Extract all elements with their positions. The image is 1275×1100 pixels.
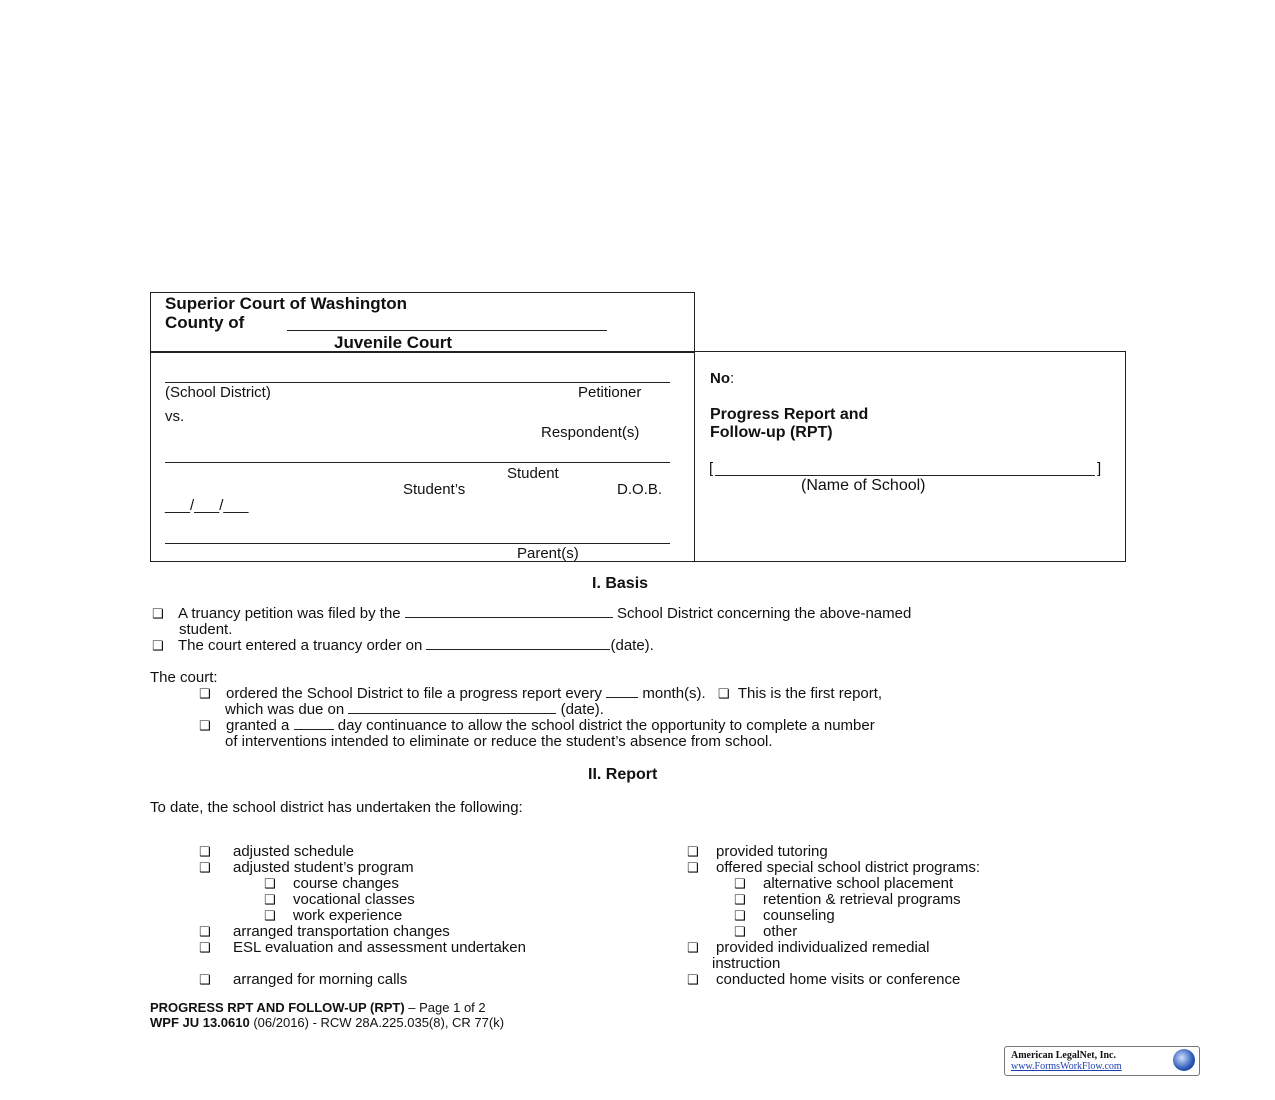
report-item-vocational: ❑ vocational classes	[264, 891, 415, 908]
report-item-morning-calls: ❑ arranged for morning calls	[199, 971, 408, 988]
report-item-tutoring: ❑ provided tutoring	[687, 843, 828, 860]
case-number-label: No:	[710, 370, 735, 387]
basis-item-petition: ❑ A truancy petition was filed by the School District concerning the above-named	[152, 605, 912, 622]
report-item-other: ❑ other	[734, 923, 798, 940]
checkbox-icon[interactable]: ❑	[687, 941, 699, 956]
school-district-label: (School District)	[165, 384, 271, 401]
report-item-course-changes: ❑ course changes	[264, 875, 399, 892]
checkbox-icon[interactable]: ❑	[199, 925, 211, 940]
report-item-adjusted-schedule: ❑ adjusted schedule	[199, 843, 354, 860]
petitioner-label: Petitioner	[578, 384, 642, 401]
footer-title: PROGRESS RPT AND FOLLOW-UP (RPT) – Page 1 of 2	[150, 1000, 486, 1015]
court-label: The court:	[150, 669, 218, 686]
vs-label: vs.	[165, 408, 185, 425]
case-info-box	[694, 351, 1126, 562]
checkbox-icon[interactable]: ❑	[734, 925, 746, 940]
report-intro: To date, the school district has undertaken the following:	[150, 799, 523, 816]
report-item-adjusted-program: ❑ adjusted student’s program	[199, 859, 414, 876]
school-name-blank[interactable]	[715, 475, 1095, 476]
parent-blank[interactable]	[165, 543, 670, 544]
checkbox-icon[interactable]: ❑	[152, 639, 164, 654]
checkbox-icon[interactable]: ❑	[264, 909, 276, 924]
checkbox-icon[interactable]: ❑	[687, 861, 699, 876]
report-item-retention: ❑ retention & retrieval programs	[734, 891, 961, 908]
report-item-transportation: ❑ arranged transportation changes	[199, 923, 450, 940]
basis-item-petition-cont: student.	[179, 621, 233, 638]
report-item-esl: ❑ ESL evaluation and assessment undertaken	[199, 939, 526, 956]
court-item-progress-report-cont: which was due on (date).	[225, 701, 604, 718]
school-district-name-blank[interactable]	[405, 605, 613, 618]
due-date-blank[interactable]	[348, 701, 556, 714]
parents-label: Parent(s)	[517, 545, 579, 562]
court-item-continuance-cont: of interventions intended to eliminate or reduce the student’s absence from school.	[225, 733, 773, 750]
dob-label: D.O.B.	[617, 481, 663, 498]
order-date-blank[interactable]	[426, 637, 610, 650]
court-item-progress-report: ❑ ordered the School District to file a progress report every month(s). ❑ This is the first report,	[199, 685, 883, 702]
checkbox-icon[interactable]: ❑	[734, 877, 746, 892]
school-bracket-open: [	[709, 460, 714, 477]
school-name-label: (Name of School)	[801, 477, 926, 494]
report-heading: II. Report	[588, 766, 658, 783]
court-item-continuance: ❑ granted a day continuance to allow the school district the opportunity to complete a number	[199, 717, 875, 734]
checkbox-icon[interactable]: ❑	[264, 877, 276, 892]
checkbox-icon[interactable]: ❑	[734, 893, 746, 908]
footer-form-number: WPF JU 13.0610 (06/2016) - RCW 28A.225.035(8), CR 77(k)	[150, 1015, 505, 1030]
forms-workflow-link[interactable]: www.FormsWorkFlow.com	[1011, 1061, 1122, 1072]
report-item-alt-school: ❑ alternative school placement	[734, 875, 954, 892]
document-title-line2: Follow-up (RPT)	[710, 424, 833, 441]
dob-blanks[interactable]: ___/___/___	[165, 497, 249, 514]
checkbox-icon[interactable]: ❑	[199, 973, 211, 988]
report-item-special-programs: ❑ offered special school district programs:	[687, 859, 981, 876]
continuance-days-blank[interactable]	[294, 717, 334, 730]
checkbox-icon[interactable]: ❑	[264, 893, 276, 908]
checkbox-icon[interactable]: ❑	[717, 687, 730, 702]
checkbox-icon[interactable]: ❑	[199, 861, 211, 876]
report-item-work-experience: ❑ work experience	[264, 907, 403, 924]
globe-icon	[1173, 1049, 1195, 1071]
juvenile-court: Juvenile Court	[334, 333, 453, 352]
county-label: County of	[165, 313, 245, 332]
american-legalnet-logo[interactable]: American LegalNet, Inc. www.FormsWorkFlow.com	[1004, 1046, 1200, 1076]
checkbox-icon[interactable]: ❑	[199, 845, 211, 860]
checkbox-icon[interactable]: ❑	[199, 687, 211, 702]
checkbox-icon[interactable]: ❑	[734, 909, 746, 924]
school-district-blank[interactable]	[165, 382, 670, 383]
checkbox-icon[interactable]: ❑	[199, 941, 211, 956]
report-item-counseling: ❑ counseling	[734, 907, 835, 924]
basis-item-order: ❑ The court entered a truancy order on (date).	[152, 637, 654, 654]
school-bracket-close: ]	[1097, 460, 1102, 477]
months-blank[interactable]	[606, 685, 638, 698]
county-blank[interactable]	[287, 330, 607, 331]
document-title-line1: Progress Report and	[710, 406, 869, 423]
report-item-home-visits: ❑ conducted home visits or conference	[687, 971, 961, 988]
checkbox-icon[interactable]: ❑	[687, 973, 699, 988]
checkbox-icon[interactable]: ❑	[199, 719, 211, 734]
respondents-label: Respondent(s)	[541, 424, 640, 441]
court-name: Superior Court of Washington	[165, 294, 408, 313]
checkbox-icon[interactable]: ❑	[687, 845, 699, 860]
report-item-remedial-cont: instruction	[712, 955, 781, 972]
student-label: Student	[507, 465, 559, 482]
checkbox-icon[interactable]: ❑	[152, 607, 164, 622]
students-label: Student’s	[403, 481, 466, 498]
basis-heading: I. Basis	[592, 575, 649, 592]
report-item-remedial: ❑ provided individualized remedial	[687, 939, 930, 956]
student-blank[interactable]	[165, 462, 670, 463]
